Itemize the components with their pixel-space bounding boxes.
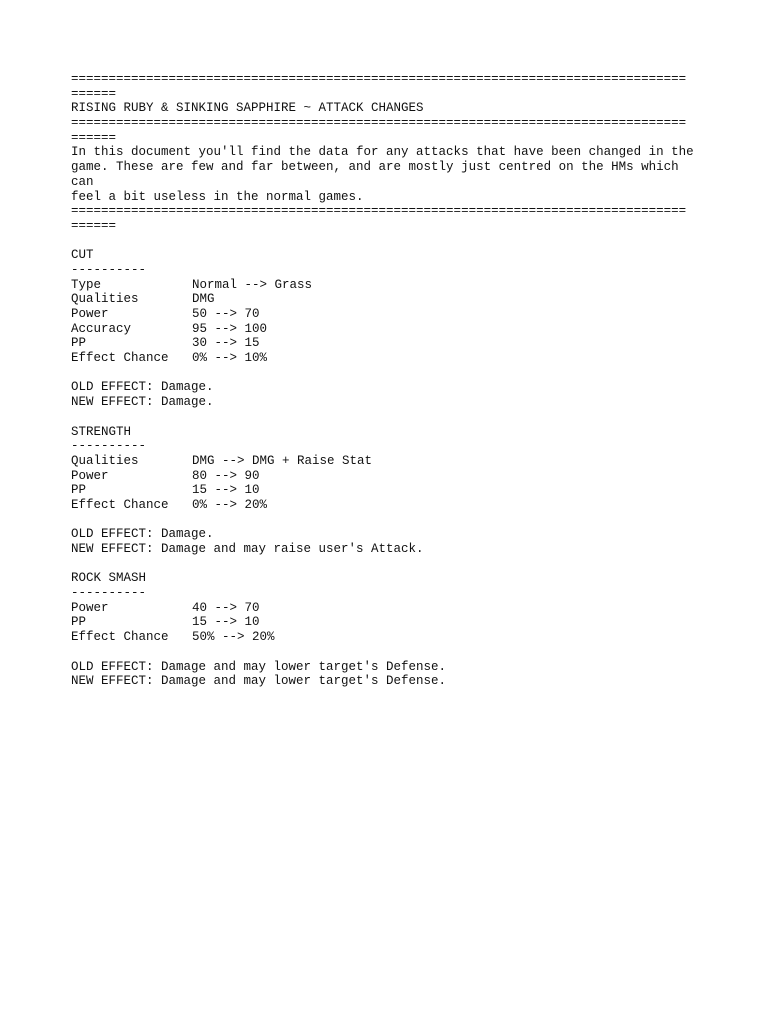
stat-row [71, 307, 711, 322]
stat-row [71, 601, 711, 616]
stat-label: PP [71, 336, 87, 351]
stat-value: 50% --> 20% [192, 630, 275, 645]
stat-value: DMG [192, 292, 215, 307]
old-effect: OLD EFFECT: Damage. [71, 380, 214, 395]
stat-row [71, 292, 711, 307]
stat-row [71, 336, 711, 351]
spacer [71, 645, 711, 660]
section-title-strength: STRENGTH [71, 424, 132, 439]
stat-label: PP [71, 483, 87, 498]
stat-row [71, 615, 711, 630]
old-effect: OLD EFFECT: Damage and may lower target's Defense. [71, 659, 447, 674]
stat-label: Power [71, 468, 109, 483]
intro-line: game. These are few and far between, and are mostly just centred on the HMs which [71, 160, 679, 175]
document-title: RISING RUBY & SINKING SAPPHIRE ~ ATTACK CHANGES [71, 101, 424, 116]
stat-row [71, 483, 711, 498]
stat-value: 15 --> 10 [192, 615, 260, 630]
intro-line: feel a bit useless in the normal games. [71, 189, 364, 204]
stat-label: Qualities [71, 453, 139, 468]
stat-label: Effect Chance [71, 497, 169, 512]
stat-value: 40 --> 70 [192, 600, 260, 615]
new-effect: NEW EFFECT: Damage and may raise user's Attack. [71, 542, 424, 556]
stat-value: 15 --> 10 [192, 483, 260, 498]
rule-line-tail: ====== [71, 130, 117, 145]
spacer [71, 234, 711, 249]
stat-label: Power [71, 307, 109, 321]
rule-line-tail: ====== [71, 86, 117, 101]
stat-row [71, 469, 711, 484]
spacer [71, 410, 711, 425]
rule-line-tail: ====== [71, 218, 117, 233]
old-effect: OLD EFFECT: Damage. [71, 527, 214, 542]
section-title-cut: CUT [71, 248, 94, 263]
section-title-rock-smash: ROCK SMASH [71, 571, 147, 586]
stat-value: DMG --> DMG + Raise Stat [192, 453, 373, 468]
spacer [71, 513, 711, 528]
stat-row [71, 630, 711, 645]
intro-line: In this document you'll find the data for any attacks that have been changed in the [71, 145, 694, 160]
section-divider: ---------- [71, 586, 147, 601]
new-effect: NEW EFFECT: Damage and may lower target's Defense. [71, 674, 447, 689]
stat-value: 80 --> 90 [192, 468, 260, 483]
stat-row [71, 351, 711, 366]
new-effect: NEW EFFECT: Damage. [71, 395, 214, 410]
spacer [71, 366, 711, 381]
stat-label: Effect Chance [71, 630, 169, 645]
stat-label: PP [71, 615, 87, 630]
section-divider: ---------- [71, 439, 147, 454]
rule-line: ================================================================================== [71, 116, 687, 131]
document-page [71, 72, 711, 689]
stat-value: 95 --> 100 [192, 321, 268, 336]
stat-value: Normal --> Grass [192, 277, 313, 292]
intro-line: can [71, 174, 94, 189]
stat-label: Effect Chance [71, 351, 169, 366]
stat-row [71, 278, 711, 293]
spacer [71, 557, 711, 572]
rule-line: ================================================================================== [71, 204, 687, 219]
stat-value: 0% --> 20% [192, 497, 268, 512]
stat-value: 50 --> 70 [192, 307, 260, 321]
stat-label: Power [71, 600, 109, 615]
rule-line: ================================================================================== [71, 72, 687, 86]
stat-label: Qualities [71, 292, 139, 307]
stat-row [71, 322, 711, 337]
stat-label: Type [71, 277, 102, 292]
stat-row [71, 454, 711, 469]
stat-label: Accuracy [71, 321, 132, 336]
stat-value: 0% --> 10% [192, 351, 268, 366]
stat-value: 30 --> 15 [192, 336, 260, 351]
stat-row [71, 498, 711, 513]
section-divider: ---------- [71, 262, 147, 277]
